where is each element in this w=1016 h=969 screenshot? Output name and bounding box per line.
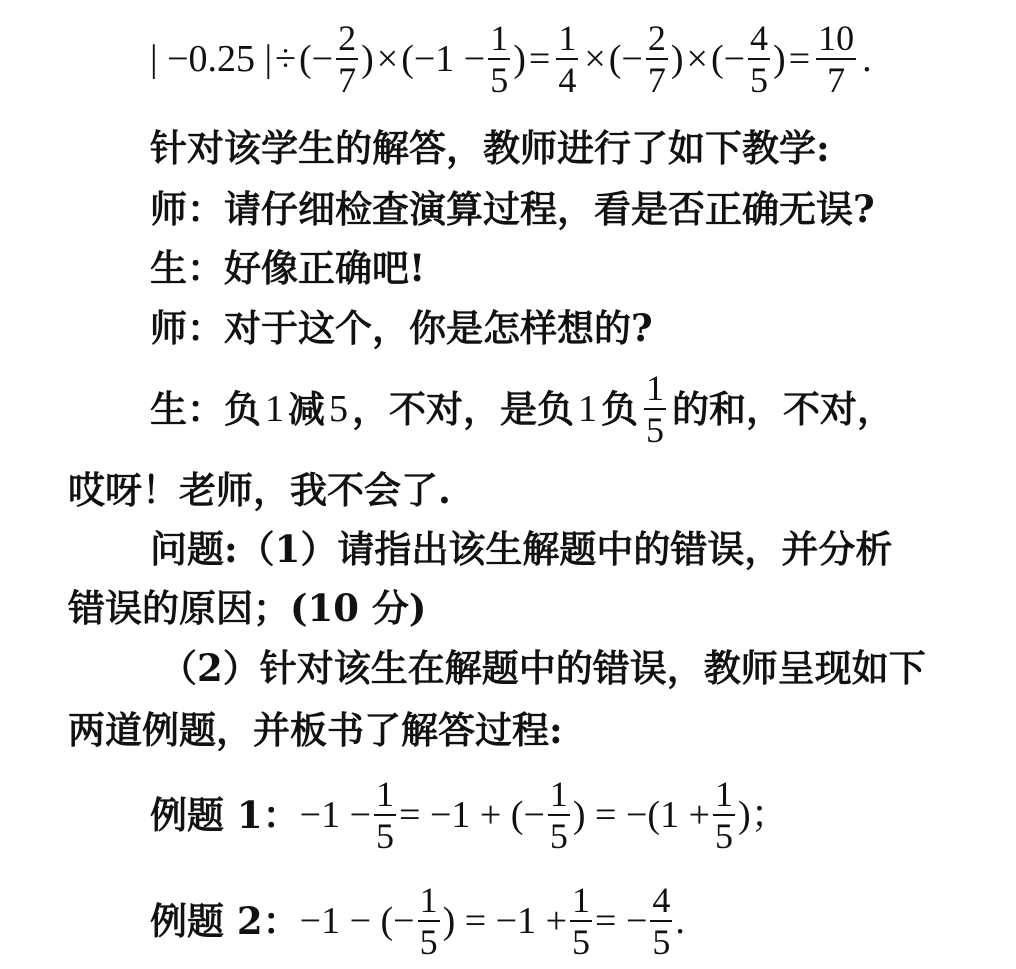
- eq-fraction-4-num: 2: [647, 18, 666, 58]
- eq-fraction-3-num: 1: [558, 18, 577, 58]
- eq-abs: | −0.25 |: [150, 38, 273, 80]
- example-1-fraction-3-den: 5: [715, 816, 734, 856]
- example-2-part-b: ) = −1 +: [442, 900, 568, 942]
- eq-times-3: ×: [686, 38, 708, 80]
- student-line-1: 生：好像正确吧!: [150, 246, 426, 290]
- example-2-fraction-3-num: 4: [652, 880, 671, 920]
- student-line-2-five: 5: [329, 388, 348, 430]
- question-1-line-b: 错误的原因；(10 分): [68, 586, 427, 630]
- example-2-fraction-2-num: 1: [572, 880, 591, 920]
- eq-times-2: ×: [584, 38, 606, 80]
- eq-lparen-1: (−: [299, 38, 334, 80]
- teacher-line-2: 师：对于这个，你是怎样想的?: [150, 306, 653, 350]
- eq-lparen-4: (−: [710, 38, 746, 80]
- eq-fraction-1: [336, 18, 358, 100]
- question-1-line-a: 问题:（1）请指出该生解题中的错误，并分析: [150, 527, 893, 571]
- student-line-2-fraction-num: 1: [646, 368, 664, 408]
- eq-div-sign: ÷: [275, 38, 297, 80]
- example-2-fraction-2: [570, 880, 592, 962]
- example-2-fraction-3-den: 5: [652, 922, 671, 962]
- example-2-part-a: −1 − (−: [299, 900, 415, 942]
- student-line-2-fraction: [644, 368, 666, 450]
- example-2-label: 例题 2：: [150, 898, 300, 943]
- eq-fraction-1-den: 7: [338, 60, 357, 100]
- student-line-2-part-d: 负: [601, 386, 638, 431]
- eq-fraction-1-num: 2: [338, 18, 357, 58]
- example-2-part-c: = −: [595, 900, 648, 942]
- example-1-label: 例题 1：: [150, 792, 300, 837]
- eq-fraction-3-den: 4: [558, 60, 577, 100]
- eq-rparen-4: ): [773, 38, 786, 80]
- intro-text: 针对该学生的解答，教师进行了如下教学:: [150, 126, 830, 170]
- example-1-part-d: )；: [738, 794, 789, 836]
- student-line-2-part-a: 生：负: [150, 386, 261, 431]
- eq-fraction-5: [748, 18, 770, 100]
- eq-end-period: .: [862, 38, 872, 80]
- eq-times-1: ×: [376, 38, 399, 80]
- student-line-2-continued: 哎呀！老师，我不会了.: [68, 468, 451, 512]
- eq-fraction-4-den: 7: [647, 60, 666, 100]
- eq-lparen-2: (−1 −: [401, 38, 486, 80]
- eq-fraction-5-num: 4: [750, 18, 769, 58]
- eq-lparen-3: (−: [608, 38, 643, 80]
- student-line-2-one: 1: [265, 388, 284, 430]
- example-1-fraction-2-den: 5: [549, 816, 568, 856]
- student-line-2-fraction-den: 5: [646, 410, 664, 450]
- example-2: [150, 880, 1016, 962]
- eq-fraction-2-num: 1: [490, 18, 509, 58]
- example-1-part-b: = −1 + (−: [399, 794, 545, 836]
- eq-fraction-5-den: 5: [750, 60, 769, 100]
- example-2-fraction-1: [418, 880, 440, 962]
- example-1-part-c: ) = −(1 +: [572, 794, 711, 836]
- example-2-fraction-3: [650, 880, 672, 962]
- example-2-part-d: .: [675, 900, 685, 942]
- student-line-2-one-2: 1: [578, 388, 597, 430]
- eq-fraction-6: [816, 18, 856, 100]
- eq-fraction-6-den: 7: [827, 60, 846, 100]
- eq-fraction-3: [556, 18, 578, 100]
- eq-fraction-4: [646, 18, 668, 100]
- example-1-fraction-2-num: 1: [549, 774, 568, 814]
- student-line-2: [150, 368, 1016, 450]
- eq-fraction-6-num: 10: [818, 18, 855, 58]
- example-2-fraction-2-den: 5: [572, 922, 591, 962]
- student-line-2-part-e: 的和，不对，: [672, 386, 894, 431]
- main-equation: [150, 18, 1016, 100]
- example-1-part-a: −1 −: [299, 794, 372, 836]
- example-2-fraction-1-num: 1: [419, 880, 438, 920]
- example-1-fraction-2: [548, 774, 570, 856]
- example-1: [150, 774, 1016, 856]
- example-1-fraction-1-den: 5: [376, 816, 395, 856]
- example-1-fraction-3-num: 1: [715, 774, 734, 814]
- teacher-line-1: 师：请仔细检查演算过程，看是否正确无误?: [150, 187, 875, 231]
- eq-rparen-2: ): [513, 38, 526, 80]
- eq-equals-1: =: [528, 38, 551, 80]
- student-line-2-part-c: ，不对，是负: [352, 386, 574, 431]
- example-1-fraction-1-num: 1: [376, 774, 395, 814]
- example-2-fraction-1-den: 5: [419, 922, 438, 962]
- question-2-line-b: 两道例题，并板书了解答过程:: [68, 708, 563, 752]
- eq-equals-2: =: [788, 38, 811, 80]
- eq-fraction-2: [488, 18, 510, 100]
- eq-rparen-1: ): [361, 38, 374, 80]
- question-2-line-a: （2）针对该生在解题中的错误，教师呈现如下: [160, 646, 926, 690]
- eq-rparen-3: ): [670, 38, 684, 80]
- example-1-fraction-3: [713, 774, 735, 856]
- example-1-fraction-1: [374, 774, 396, 856]
- eq-fraction-2-den: 5: [490, 60, 509, 100]
- student-line-2-part-b: 减: [288, 386, 325, 431]
